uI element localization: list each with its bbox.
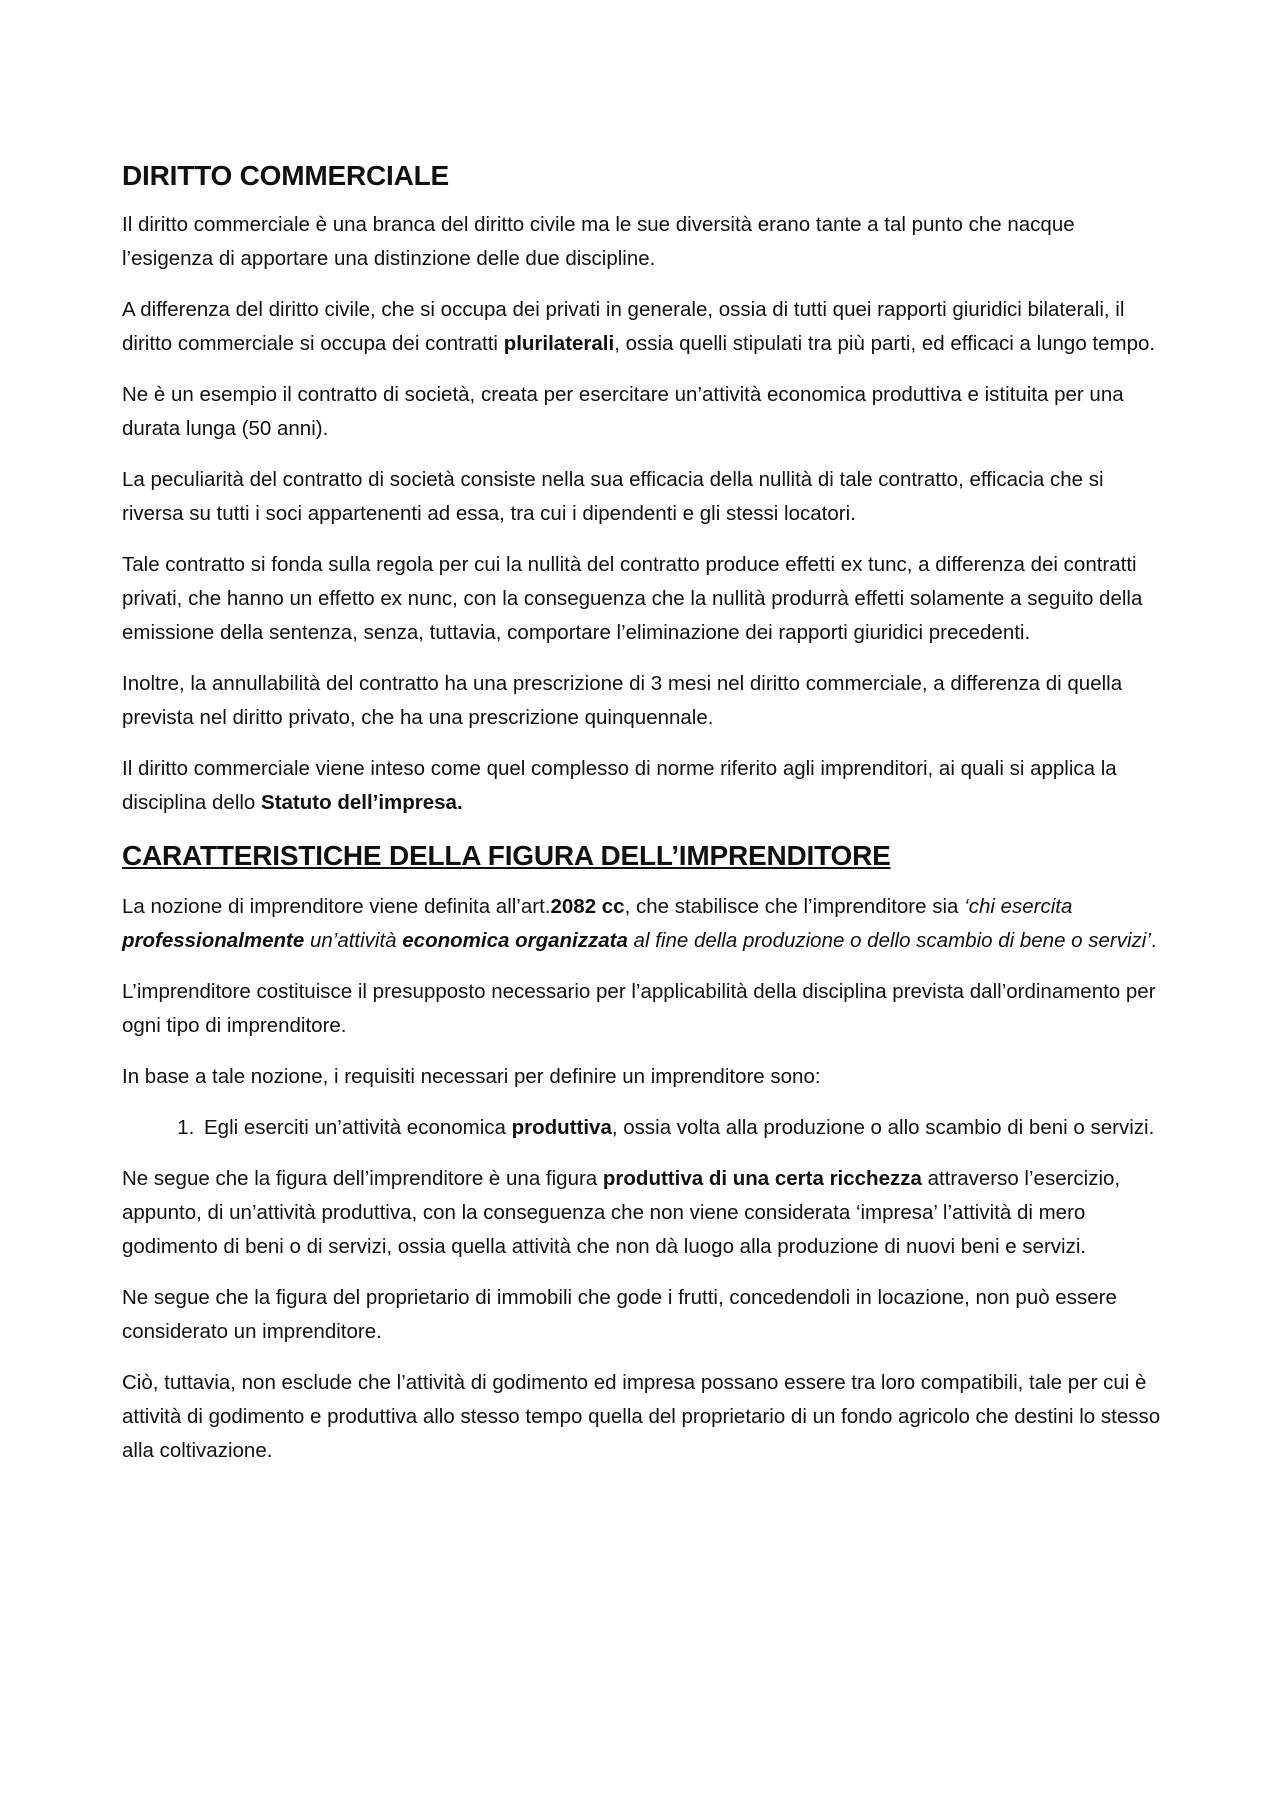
paragraph-presupposto: L’imprenditore costituisce il presupposto necessario per l’applicabilità della disciplina prevista dall’ordinamento per ogni tipo di imprenditore. — [122, 980, 1156, 1037]
paragraph-ricchezza: Ne segue che la figura dell’imprenditore è una figura produttiva di una certa ricchezza attraverso l’esercizio, appunto, di un’attività produttiva, con la conseguenza che non viene considerata ‘impresa’ l’attività di mero godimento di beni o di servizi, ossia quella attività che non dà luogo alla produzione di nuovi beni e servizi. — [122, 1167, 1121, 1258]
bold-term: 2082 cc — [550, 895, 625, 918]
paragraph-godimento: Ciò, tuttavia, non esclude che l’attività di godimento ed impresa possano essere tra loro compatibili, tale per cui è attività di godimento e produttiva allo stesso tempo quella del proprietario di un fondo agricolo che destini lo stesso alla coltivazione. — [122, 1371, 1161, 1462]
paragraph-nozione: La nozione di imprenditore viene definita all’art.2082 cc, che stabilisce che l’imprenditore sia ‘chi esercita professionalmente un’attività economica organizzata al fine della produzione o dello scambio di bene o servizi’. — [122, 895, 1157, 952]
paragraph-differenza: A differenza del diritto civile, che si occupa dei privati in generale, ossia di tutti quei rapporti giuridici bilaterali, il diritto commerciale si occupa dei contratti plurilaterali, ossia quelli stipulati tra più parti, ed efficaci a lungo tempo. — [122, 298, 1156, 355]
paragraph-proprietario: Ne segue che la figura del proprietario di immobili che gode i frutti, concedendoli in locazione, non può essere considerato un imprenditore. — [122, 1286, 1117, 1343]
section-heading: CARATTERISTICHE DELLA FIGURA DELL’IMPRENDITORE — [122, 840, 891, 871]
bold-italic-term: professionalmente — [122, 929, 305, 952]
bold-term: plurilaterali — [503, 332, 615, 355]
bold-term: produttiva — [511, 1116, 612, 1139]
paragraph-intro: Il diritto commerciale è una branca del diritto civile ma le sue diversità erano tante a tal punto che nacque l’esigenza di apportare una distinzione delle due discipline. — [122, 213, 1075, 270]
requirements-list — [122, 1111, 1168, 1145]
document-page — [122, 158, 1168, 1485]
bold-term: Statuto dell’impresa. — [261, 791, 463, 814]
paragraph-statuto: Il diritto commerciale viene inteso come quel complesso di norme riferito agli imprenditori, ai quali si applica la disciplina dello Statuto dell’impresa. — [122, 757, 1117, 814]
paragraph-peculiarita: La peculiarità del contratto di società consiste nella sua efficacia della nullità di tale contratto, efficacia che si riversa su tutti i soci appartenenti ad essa, tra cui i dipendenti e gli stessi locatori. — [122, 468, 1104, 525]
bold-term: produttiva di una certa ricchezza — [602, 1167, 922, 1190]
paragraph-nullita: Tale contratto si fonda sulla regola per cui la nullità del contratto produce effetti ex tunc, a differenza dei contratti privati, che hanno un effetto ex nunc, con la conseguenza che la nullità produrrà effetti solamente a seguito della emissione della sentenza, senza, tuttavia, comportare l’eliminazione dei rapporti giuridici precedenti. — [122, 553, 1143, 644]
page-title: DIRITTO COMMERCIALE — [122, 160, 450, 191]
paragraph-esempio: Ne è un esempio il contratto di società, creata per esercitare un’attività economica produttiva e istituita per una durata lunga (50 anni). — [122, 383, 1124, 440]
paragraph-annullabilita: Inoltre, la annullabilità del contratto ha una prescrizione di 3 mesi nel diritto commerciale, a differenza di quella prevista nel diritto privato, che ha una prescrizione quinquennale. — [122, 672, 1123, 729]
list-item: 1. Egli eserciti un’attività economica produttiva, ossia volta alla produzione o allo scambio di beni o servizi. — [200, 1111, 1168, 1145]
paragraph-requisiti: In base a tale nozione, i requisiti necessari per definire un imprenditore sono: — [122, 1065, 821, 1088]
bold-italic-term: economica organizzata — [402, 929, 628, 952]
